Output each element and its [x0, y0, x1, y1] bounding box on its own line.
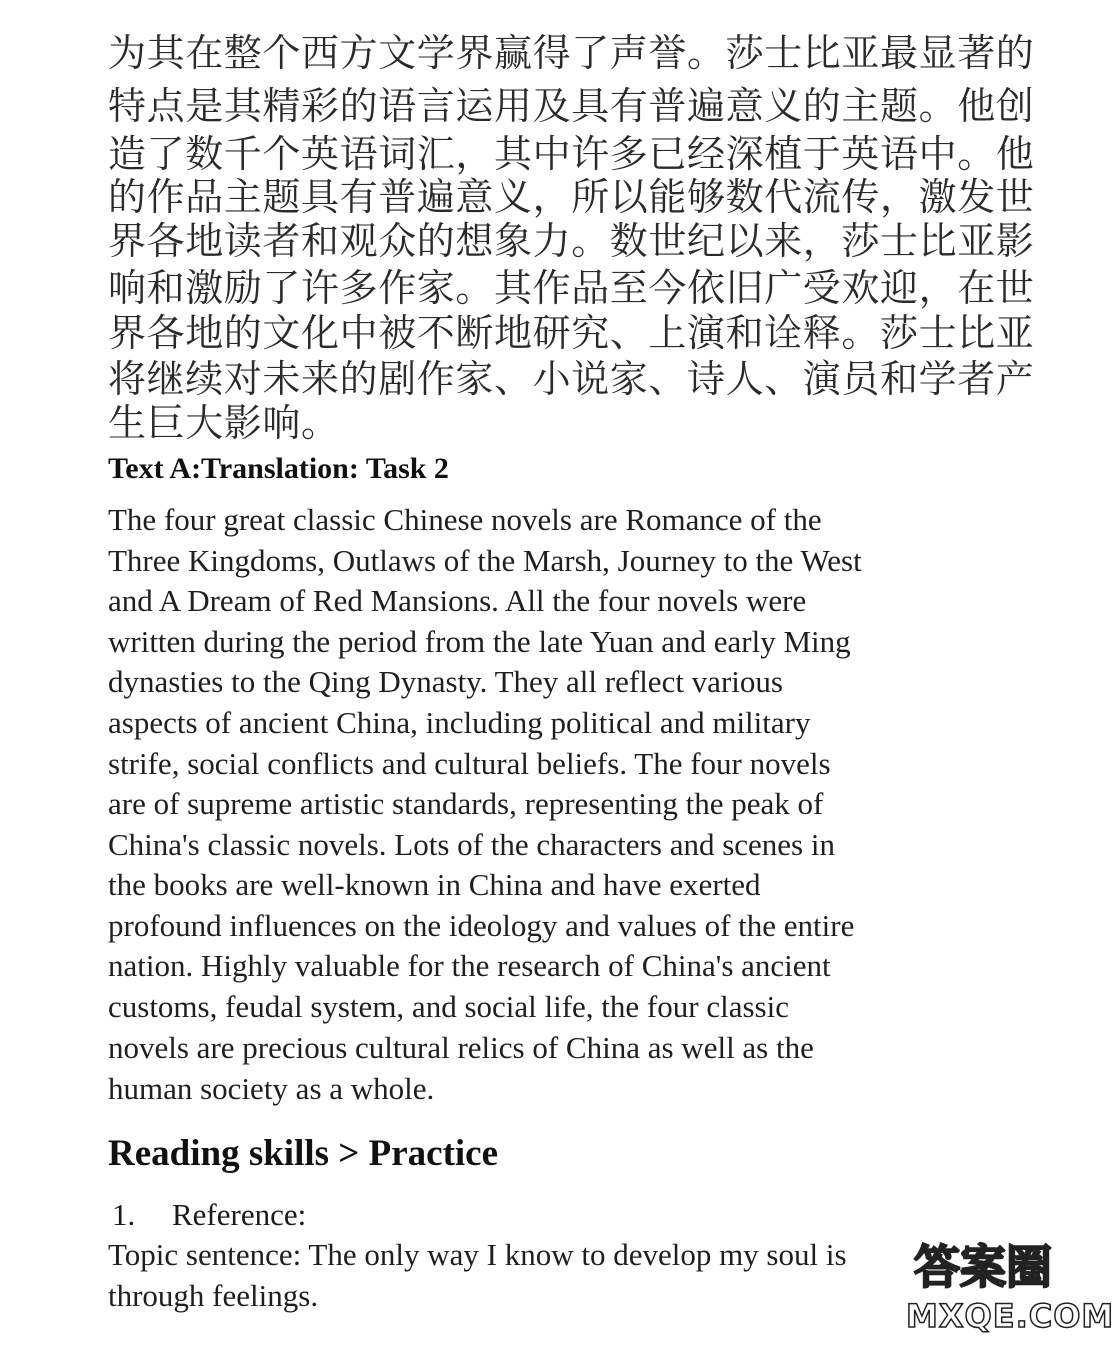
- watermark-top-text: 答案圈: [914, 1240, 1052, 1294]
- paragraph-line: China's classic novels. Lots of the characters and scenes in: [108, 827, 835, 862]
- watermark-bottom-text: MXQE.COM: [906, 1297, 1114, 1335]
- paragraph-line: dynasties to the Qing Dynasty. They all reflect various: [108, 664, 783, 699]
- paragraph-line: customs, feudal system, and social life, the four classic: [108, 989, 789, 1024]
- chinese-line: 将继续对未来的剧作家、小说家、诗人、演员和学者产: [108, 357, 1035, 401]
- site-watermark-logo: [906, 1231, 1114, 1351]
- paragraph-line: human society as a whole.: [108, 1071, 435, 1106]
- section-heading-task2: Text A:Translation: Task 2: [108, 452, 449, 485]
- paragraph-line: novels are precious cultural relics of China as well as the: [108, 1030, 814, 1065]
- paragraph-line: through feelings.: [108, 1278, 319, 1313]
- paragraph-line: profound influences on the ideology and values of the entire: [108, 908, 855, 943]
- chinese-line: 特点是其精彩的语言运用及具有普遍意义的主题。他创: [108, 84, 1035, 128]
- chinese-line: 造了数千个英语词汇，其中许多已经深植于英语中。他: [108, 132, 1035, 176]
- list-item-number: 1.: [112, 1197, 136, 1232]
- paragraph-line: and A Dream of Red Mansions. All the four novels were: [108, 583, 807, 618]
- section-heading-reading-skills: Reading skills > Practice: [108, 1133, 499, 1174]
- paragraph-line: Three Kingdoms, Outlaws of the Marsh, Journey to the West: [108, 543, 862, 578]
- paragraph-line: written during the period from the late Yuan and early Ming: [108, 624, 851, 659]
- chinese-line: 响和激励了许多作家。其作品至今依旧广受欢迎，在世: [108, 266, 1035, 310]
- chinese-line: 生巨大影响。: [108, 401, 340, 445]
- chinese-line: 为其在整个西方文学界赢得了声誉。莎士比亚最显著的: [108, 31, 1035, 75]
- reference-label: Reference:: [172, 1197, 307, 1232]
- paragraph-line: nation. Highly valuable for the research of China's ancient: [108, 948, 831, 983]
- paragraph-line: are of supreme artistic standards, representing the peak of: [108, 786, 824, 821]
- chinese-line: 界各地的文化中被不断地研究、上演和诠释。莎士比亚: [108, 311, 1035, 355]
- paragraph-line: strife, social conflicts and cultural beliefs. The four novels: [108, 746, 831, 781]
- chinese-line: 的作品主题具有普遍意义，所以能够数代流传，激发世: [108, 175, 1035, 219]
- paragraph-line: Topic sentence: The only way I know to develop my soul is: [108, 1237, 847, 1272]
- paragraph-line: The four great classic Chinese novels are Romance of the: [108, 502, 822, 537]
- paragraph-line: the books are well-known in China and have exerted: [108, 867, 761, 902]
- paragraph-line: aspects of ancient China, including political and military: [108, 705, 811, 740]
- chinese-line: 界各地读者和观众的想象力。数世纪以来，莎士比亚影: [108, 219, 1035, 263]
